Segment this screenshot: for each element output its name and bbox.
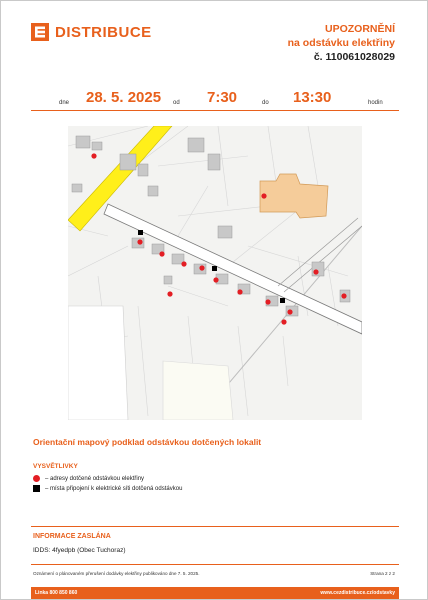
legend-item-text: – adresy dotčené odstávkou elektřiny — [45, 475, 145, 482]
outage-date: 28. 5. 2025 — [86, 89, 162, 106]
hours-label: hodin — [368, 100, 383, 106]
notice-heading — [288, 22, 395, 64]
outage-time-to: 13:30 — [293, 89, 332, 106]
section-divider — [31, 526, 399, 527]
footer-divider — [31, 564, 399, 565]
website-link[interactable]: www.cezdistribuce.cz/odstavky — [320, 590, 395, 596]
brand-name: DISTRIBUCE — [55, 23, 152, 41]
notice-number: č. 110061028029 — [313, 51, 395, 63]
plot-white — [68, 306, 128, 420]
page-number: Strana 2 z 2 — [370, 571, 395, 576]
company-logo — [31, 23, 152, 41]
notice-title: UPOZORNĚNÍ — [324, 23, 395, 35]
legend-item-text: – místa připojení k elektrické síti dotčená odstávkou — [45, 485, 183, 492]
black-square-icon — [33, 485, 40, 492]
time-to-label: do — [262, 100, 269, 106]
publication-note: Oznámení o plánovaném přerušení dodávky elektřiny publikováno dne 7. 5. 2025. — [33, 571, 200, 576]
notice-subtitle: na odstávku elektřiny — [287, 37, 395, 49]
map-caption: Orientační mapový podklad odstávkou dotčených lokalit — [33, 437, 262, 447]
cez-logo-icon — [31, 23, 49, 41]
time-from-label: od — [173, 100, 180, 106]
outage-map — [68, 126, 362, 420]
plot-light — [163, 361, 233, 420]
outage-dates — [31, 89, 399, 111]
footer-bar — [31, 587, 399, 599]
legend-title: VYSVĚTLIVKY — [33, 463, 78, 470]
info-idds: IDDS: 4fyedpb (Obec Tuchoraz) — [33, 547, 126, 554]
legend-item-connection — [33, 485, 182, 492]
map-drawing — [68, 126, 362, 420]
hotline-phone: Linka 800 850 860 — [35, 590, 78, 596]
date-label: dne — [59, 100, 70, 106]
legend-item-address — [33, 475, 144, 482]
red-dot-icon — [33, 475, 40, 482]
outage-time-from: 7:30 — [207, 89, 238, 106]
info-title: INFORMACE ZASLÁNA — [33, 533, 111, 540]
